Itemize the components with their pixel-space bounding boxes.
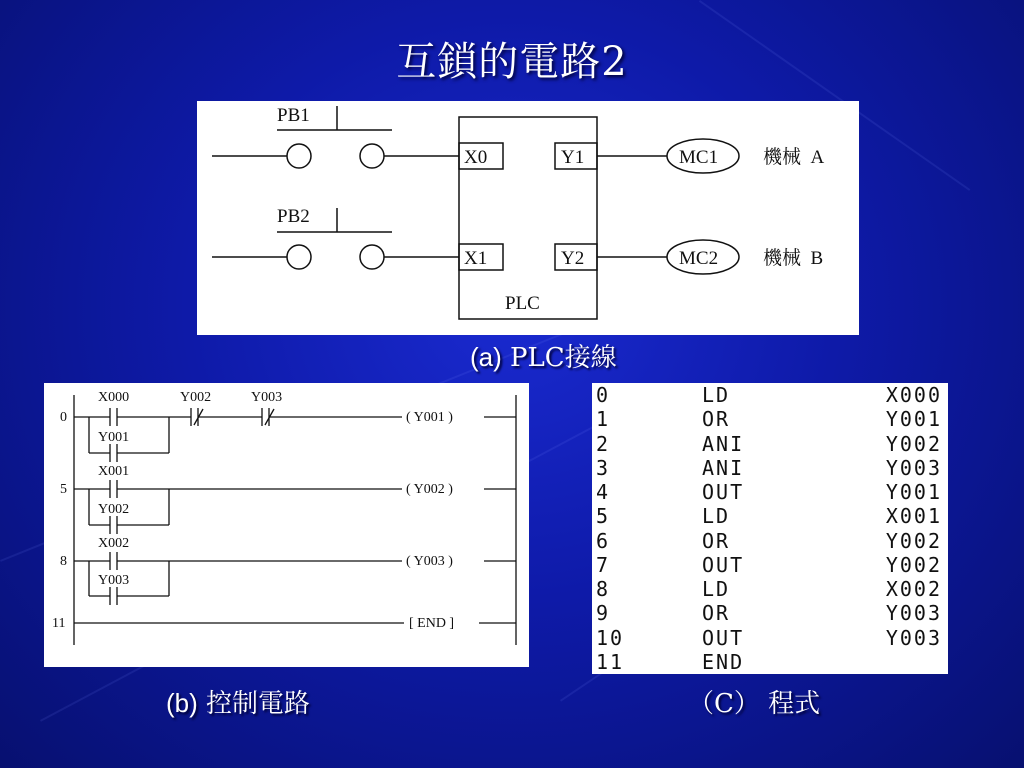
contact-y003-label: Y003 bbox=[251, 390, 283, 405]
program-arg: Y003 bbox=[885, 625, 942, 650]
program-step: 7 bbox=[596, 552, 611, 577]
program-arg: Y001 bbox=[885, 480, 942, 505]
program-step: 3 bbox=[596, 455, 611, 480]
x1-label: X1 bbox=[464, 248, 488, 269]
program-step: 10 bbox=[596, 625, 625, 650]
step-8: 8 bbox=[60, 554, 67, 569]
program-row bbox=[592, 553, 948, 577]
ladder-panel bbox=[44, 383, 529, 667]
program-arg: Y003 bbox=[885, 601, 942, 626]
program-row bbox=[592, 456, 948, 480]
ladder-diagram bbox=[44, 383, 529, 667]
plc-wiring-panel bbox=[197, 101, 859, 335]
program-row bbox=[592, 480, 948, 504]
contact-y003b-label: Y003 bbox=[98, 573, 130, 588]
program-op: ANI bbox=[702, 431, 745, 456]
program-arg: Y002 bbox=[885, 431, 942, 456]
end-instruction: [ END ] bbox=[409, 616, 455, 631]
program-panel bbox=[592, 383, 948, 674]
program-op: OR bbox=[702, 407, 731, 432]
program-op: OR bbox=[702, 601, 731, 626]
machine-b-label: 機械 B bbox=[763, 248, 824, 269]
program-row bbox=[592, 626, 948, 650]
program-arg: Y002 bbox=[885, 528, 942, 553]
program-arg: Y001 bbox=[885, 407, 942, 432]
program-step: 6 bbox=[596, 528, 611, 553]
pb1-contact-left bbox=[287, 144, 311, 168]
step-5: 5 bbox=[60, 482, 67, 497]
program-row bbox=[592, 504, 948, 528]
program-op: OUT bbox=[702, 480, 745, 505]
pb1-contact-right bbox=[360, 144, 384, 168]
program-op: LD bbox=[702, 383, 731, 408]
program-arg bbox=[852, 650, 948, 674]
caption-a-text: PLC接線 bbox=[501, 343, 617, 373]
program-arg: Y003 bbox=[885, 455, 942, 480]
y2-label: Y2 bbox=[561, 248, 585, 269]
y1-label: Y1 bbox=[561, 147, 585, 168]
program-row bbox=[592, 650, 948, 674]
mc2-label: MC2 bbox=[679, 248, 719, 269]
program-step: 0 bbox=[596, 383, 611, 408]
program-op: OUT bbox=[702, 625, 745, 650]
caption-c-text: （C） 程式 bbox=[688, 689, 821, 719]
plc-label: PLC bbox=[505, 293, 540, 314]
program-step: 8 bbox=[596, 577, 611, 602]
program-op: LD bbox=[702, 577, 731, 602]
program-row bbox=[592, 432, 948, 456]
program-row bbox=[592, 383, 948, 407]
coil-y003: ( Y003 ) bbox=[406, 554, 453, 569]
program-step: 11 bbox=[596, 649, 625, 674]
program-row bbox=[592, 529, 948, 553]
program-arg: X002 bbox=[885, 577, 942, 602]
coil-y001: ( Y001 ) bbox=[406, 410, 453, 425]
coil-y002: ( Y002 ) bbox=[406, 482, 453, 497]
program-row bbox=[592, 601, 948, 625]
caption-c bbox=[688, 683, 820, 720]
program-table bbox=[592, 383, 948, 674]
pb2-contact-left bbox=[287, 245, 311, 269]
program-arg: Y002 bbox=[885, 552, 942, 577]
pb2-label: PB2 bbox=[277, 206, 310, 227]
pb2-contact-right bbox=[360, 245, 384, 269]
program-step: 9 bbox=[596, 601, 611, 626]
caption-b-tag: (b) bbox=[166, 688, 198, 718]
program-op: END bbox=[702, 649, 745, 674]
caption-a-tag: (a) bbox=[470, 342, 502, 372]
plc-wiring-diagram bbox=[197, 101, 859, 335]
program-row bbox=[592, 407, 948, 431]
program-step: 2 bbox=[596, 431, 611, 456]
contact-x001-label: X001 bbox=[98, 464, 130, 479]
contact-y002-label: Y002 bbox=[180, 390, 212, 405]
step-0: 0 bbox=[60, 410, 67, 425]
contact-y002b-label: Y002 bbox=[98, 502, 130, 517]
mc1-label: MC1 bbox=[679, 147, 719, 168]
caption-b-text: 控制電路 bbox=[197, 689, 311, 719]
pb1-label: PB1 bbox=[277, 105, 310, 126]
program-step: 5 bbox=[596, 504, 611, 529]
caption-b bbox=[166, 683, 310, 720]
program-arg: X001 bbox=[885, 504, 942, 529]
program-op: OUT bbox=[702, 552, 745, 577]
program-op: ANI bbox=[702, 455, 745, 480]
program-op: OR bbox=[702, 528, 731, 553]
slide-title: 互鎖的電路2 bbox=[396, 39, 628, 85]
machine-a-label: 機械 A bbox=[763, 147, 825, 168]
program-step: 1 bbox=[596, 407, 611, 432]
program-step: 4 bbox=[596, 480, 611, 505]
program-op: LD bbox=[702, 504, 731, 529]
step-11: 11 bbox=[52, 616, 66, 631]
x0-label: X0 bbox=[464, 147, 488, 168]
contact-y001-label: Y001 bbox=[98, 430, 130, 445]
contact-x000-label: X000 bbox=[98, 390, 130, 405]
program-arg: X000 bbox=[885, 383, 942, 408]
contact-x002-label: X002 bbox=[98, 536, 130, 551]
caption-a bbox=[470, 337, 617, 374]
program-row bbox=[592, 577, 948, 601]
